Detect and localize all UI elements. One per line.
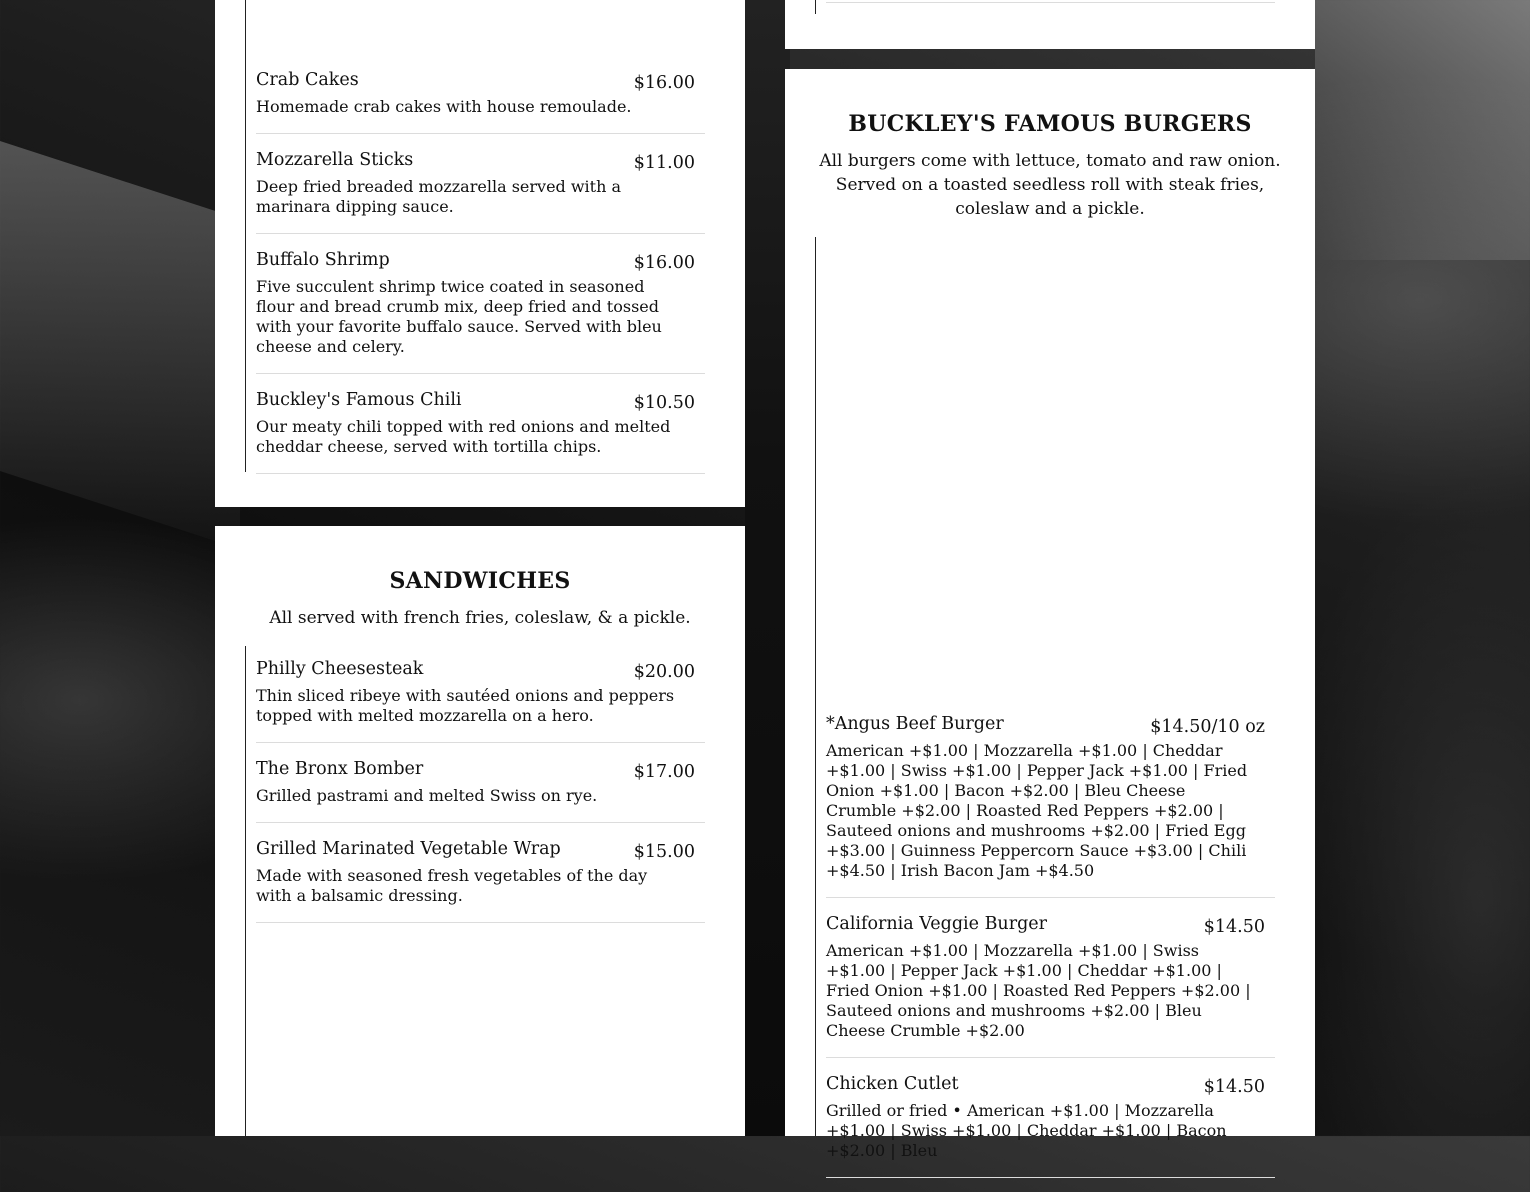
item-name: Grilled Marinated Vegetable Wrap xyxy=(256,839,561,859)
item-description: Our meaty chili topped with red onions and melted cheddar cheese, served with tortilla chips. xyxy=(256,417,671,456)
item-price: $17.00 xyxy=(633,762,695,782)
menu-item xyxy=(256,248,705,374)
item-description: Made with seasoned fresh vegetables of the day with a balsamic dressing. xyxy=(256,866,648,905)
item-price: $15.00 xyxy=(633,842,695,862)
menu-item xyxy=(256,68,705,134)
item-price: $11.00 xyxy=(633,153,695,173)
background-highlight xyxy=(1315,0,1530,260)
menu-item xyxy=(826,1072,1275,1178)
item-description: American +$1.00 | Mozzarella +$1.00 | Swiss +$1.00 | Pepper Jack +$1.00 | Cheddar +$1.00 | Fried Onion +$1.00 | Roasted Red Peppers +$2.00 | Sauteed onions and mushrooms +$2.00 | Bleu Cheese Crumble +$2.00 xyxy=(826,941,1251,1040)
menu-item xyxy=(256,837,705,923)
item-price: $14.50 xyxy=(1203,917,1265,937)
item-price: $20.00 xyxy=(633,662,695,682)
item-name: California Veggie Burger xyxy=(826,914,1047,934)
item-price: $14.50 xyxy=(1203,1077,1265,1097)
item-name: Buckley's Famous Chili xyxy=(256,390,462,410)
item-description: American +$1.00 | Mozzarella +$1.00 | Cheddar +$1.00 | Swiss +$1.00 | Pepper Jack +$1.00 | Fried Onion +$1.00 | Bacon +$2.00 | Bleu Cheese Crumble +$2.00 | Roasted Red Peppers +$2.00 | Sauteed onions and mushrooms +$2.00 | Fried Egg +$3.00 | Guinness Peppercorn Sauce +$3.00 | Chili +$4.50 | Irish Bacon Jam +$4.50 xyxy=(826,741,1248,880)
menu-item xyxy=(826,912,1275,1058)
item-description: Grilled or fried • American +$1.00 | Mozzarella +$1.00 | Swiss +$1.00 | Cheddar +$1.00 | Bacon +$2.00 | Bleu xyxy=(826,1101,1227,1160)
item-price: $10.50 xyxy=(633,393,695,413)
previous-section-panel xyxy=(785,0,1315,49)
section-description: All burgers come with lettuce, tomato and raw onion. Served on a toasted seedless roll with steak fries, coleslaw and a pickle. xyxy=(819,151,1281,219)
appetizers-list xyxy=(256,68,705,488)
background-shade xyxy=(0,141,240,549)
menu-item xyxy=(256,657,705,743)
item-price: $16.00 xyxy=(633,253,695,273)
appetizers-panel xyxy=(215,0,745,507)
item-name: The Bronx Bomber xyxy=(256,759,424,779)
item-price: $14.50/10 oz xyxy=(1150,717,1265,737)
item-name: *Angus Beef Burger xyxy=(826,714,1004,734)
section-rule xyxy=(245,0,246,472)
section-rule xyxy=(245,646,246,1136)
item-name: Chicken Cutlet xyxy=(826,1074,959,1094)
section-rule xyxy=(815,0,816,14)
section-title: BUCKLEY'S FAMOUS BURGERS xyxy=(848,111,1252,137)
item-name: Buffalo Shrimp xyxy=(256,250,390,270)
item-description: Thin sliced ribeye with sautéed onions and peppers topped with melted mozzarella on a hero. xyxy=(256,686,675,725)
item-name: Crab Cakes xyxy=(256,70,359,90)
menu-item xyxy=(826,712,1275,898)
section-title: SANDWICHES xyxy=(389,568,571,594)
item-price: $16.00 xyxy=(633,73,695,93)
item-name: Mozzarella Sticks xyxy=(256,150,414,170)
item-name: Philly Cheesesteak xyxy=(256,659,424,679)
section-rule xyxy=(815,237,816,1136)
sandwiches-panel xyxy=(215,526,745,1136)
item-description: Deep fried breaded mozzarella served with a marinara dipping sauce. xyxy=(256,177,622,216)
background-gutter xyxy=(745,0,790,1136)
menu-item xyxy=(256,388,705,474)
burgers-list xyxy=(826,712,1275,1192)
burgers-panel xyxy=(785,69,1315,1160)
menu-item xyxy=(256,757,705,823)
menu-item xyxy=(256,148,705,234)
section-description: All served with french fries, coleslaw, & a pickle. xyxy=(269,608,691,628)
item-description: Homemade crab cakes with house remoulade. xyxy=(256,97,632,116)
item-description: Five succulent shrimp twice coated in seasoned flour and bread crumb mix, deep fried and tossed with your favorite buffalo sauce. Served with bleu cheese and celery. xyxy=(256,277,662,356)
sandwiches-list xyxy=(256,657,705,937)
item-description: Grilled pastrami and melted Swiss on rye. xyxy=(256,786,598,805)
item-divider xyxy=(826,2,1275,3)
